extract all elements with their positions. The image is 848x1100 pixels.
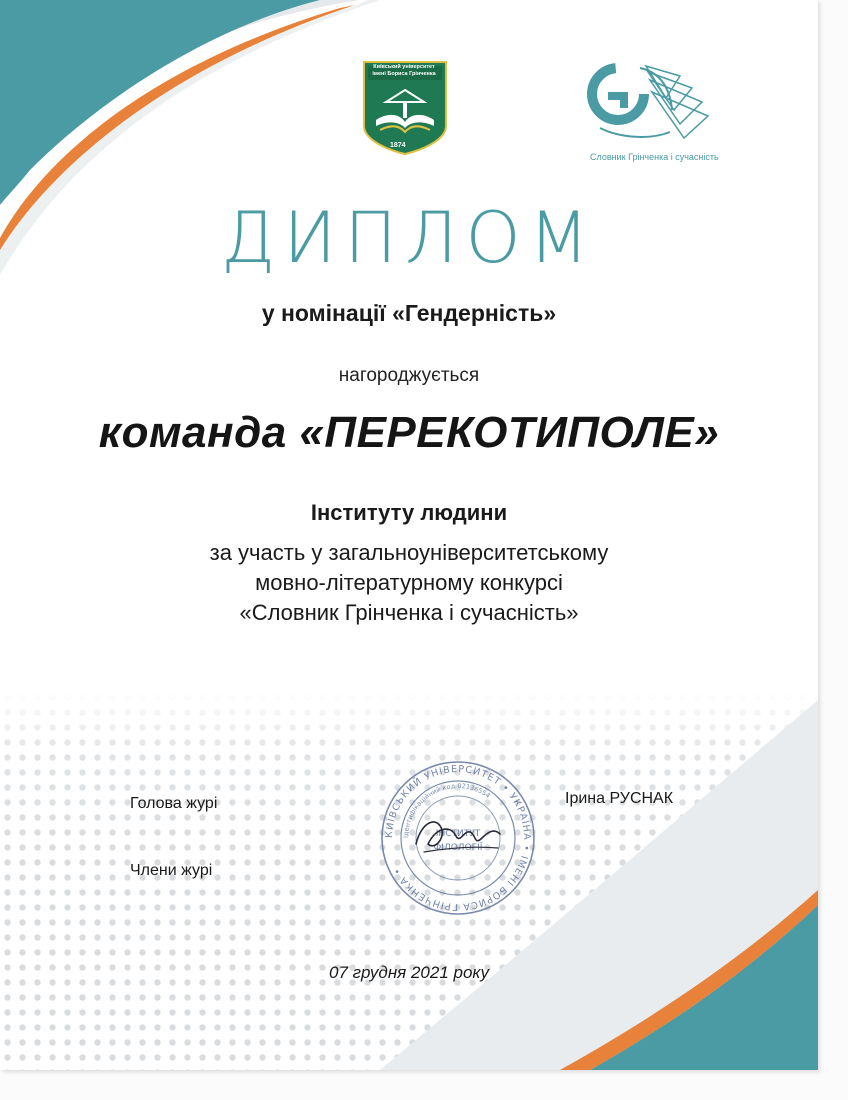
institute-line: Інституту людини	[310, 500, 508, 525]
contest-logo-caption: Словник Грінченка і сучасність	[590, 152, 719, 162]
recipient-name: команда «ПЕРЕКОТИПОЛЕ»	[98, 408, 720, 457]
diploma-title: ДИПЛОМ	[221, 197, 597, 279]
participation-text	[0, 538, 818, 628]
stamp-inner-text: Ідентифікаційний код 02136554	[401, 781, 492, 839]
university-year: 1874	[390, 142, 406, 149]
participation-line-3: «Словник Грінченка і сучасність»	[239, 600, 579, 625]
awarded-line: нагороджується	[338, 365, 480, 386]
participation-line-1: за участь у загальноуніверситетському	[209, 540, 609, 565]
jury-head-name: Ірина РУСНАК	[565, 790, 674, 807]
participation-line-2: мовно-літературному конкурсі	[255, 570, 563, 595]
university-name-line1: Київський університет	[373, 64, 435, 70]
stamp-center-line2: ФІЛОЛОГІЇ	[433, 843, 483, 853]
official-stamp	[378, 758, 538, 918]
contest-logo	[580, 58, 720, 150]
stamp-center-line1: ІНСТИТУТ	[435, 829, 481, 839]
stamp-outer-text: КИЇВСЬКИЙ УНІВЕРСИТЕТ • УКРАЇНА • ІМЕНІ БОРИСА ГРІНЧЕНКА •	[383, 763, 533, 913]
university-name-line2: імені Бориса Грінченка	[372, 71, 436, 77]
jury-head-label: Голова журі	[130, 795, 218, 812]
issue-date: 07 грудня 2021 року	[329, 963, 489, 982]
jury-members-label: Члени журі	[130, 862, 213, 879]
nomination-line: у номінації «Гендерність»	[261, 300, 557, 326]
